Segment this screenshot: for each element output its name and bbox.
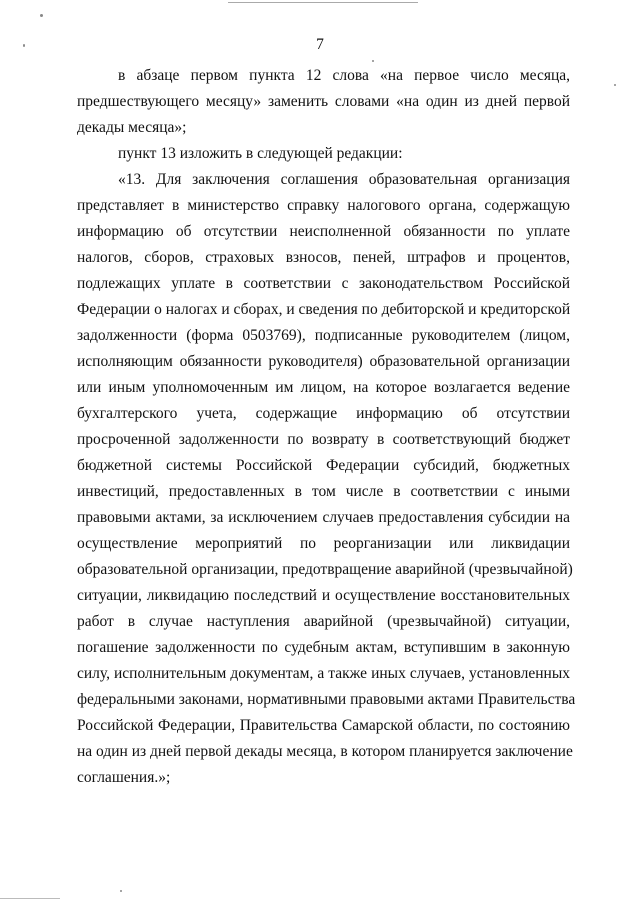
text-line: предшествующего месяцу» заменить словами «на один из дней первой — [77, 93, 570, 110]
text-line: осуществление мероприятий по реорганизации или ликвидации — [77, 535, 570, 552]
bottom-edge-mark — [0, 898, 60, 899]
text-line: на один из дней первой декады месяца, в котором планируется заключение — [77, 743, 573, 760]
text-line: пункт 13 изложить в следующей редакции: — [118, 145, 403, 162]
text-line: ситуации, ликвидацию последствий и осуществление восстановительных — [77, 587, 570, 604]
top-edge-mark — [228, 2, 418, 3]
text-line: инвестиций, предоставленных в том числе в соответствии с иными — [77, 483, 570, 500]
text-line: информацию об отсутствии неисполненной обязанности по уплате — [77, 223, 570, 240]
text-line: работ в случае наступления аварийной (чрезвычайной) ситуации, — [77, 613, 570, 630]
text-line: Федерации о налогах и сборах, и сведения по дебиторской и кредиторской — [77, 301, 571, 318]
text-line: в абзаце первом пункта 12 слова «на первое число месяца, — [118, 67, 570, 84]
scan-speck — [120, 890, 122, 892]
text-line: образовательной организации, предотвращение аварийной (чрезвычайной) — [77, 561, 573, 578]
text-line: бухгалтерского учета, содержащие информацию об отсутствии — [77, 405, 570, 422]
text-line: силу, исполнительным документам, а также иных случаев, установленных — [77, 665, 570, 682]
text-line: подлежащих уплате в соответствии с законодательством Российской — [77, 275, 570, 292]
scan-speck — [372, 60, 374, 62]
text-line: представляет в министерство справку налогового органа, содержащую — [77, 197, 570, 214]
text-line: соглашения.»; — [77, 769, 171, 786]
text-line: декады месяца»; — [77, 119, 187, 136]
text-line: или иным уполномоченным им лицом, на которое возлагается ведение — [77, 379, 570, 396]
page-number: 7 — [316, 36, 324, 53]
text-line: задолженности (форма 0503769), подписанные руководителем (лицом, — [77, 327, 570, 344]
text-line: исполняющим обязанности руководителя) образовательной организации — [77, 353, 570, 370]
text-line: бюджетной системы Российской Федерации субсидий, бюджетных — [77, 457, 570, 474]
text-line: правовыми актами, за исключением случаев предоставления субсидии на — [77, 509, 570, 526]
text-line: налогов, сборов, страховых взносов, пеней, штрафов и процентов, — [77, 249, 570, 266]
scan-speck — [614, 84, 616, 86]
scan-speck — [40, 14, 43, 17]
text-line: «13. Для заключения соглашения образовательная организация — [118, 171, 570, 188]
text-line: просроченной задолженности по возврату в соответствующий бюджет — [77, 431, 570, 448]
text-line: Российской Федерации, Правительства Самарской области, по состоянию — [77, 717, 570, 734]
text-line: погашение задолженности по судебным актам, вступившим в законную — [77, 639, 570, 656]
text-line: федеральными законами, нормативными правовыми актами Правительства — [77, 691, 576, 708]
